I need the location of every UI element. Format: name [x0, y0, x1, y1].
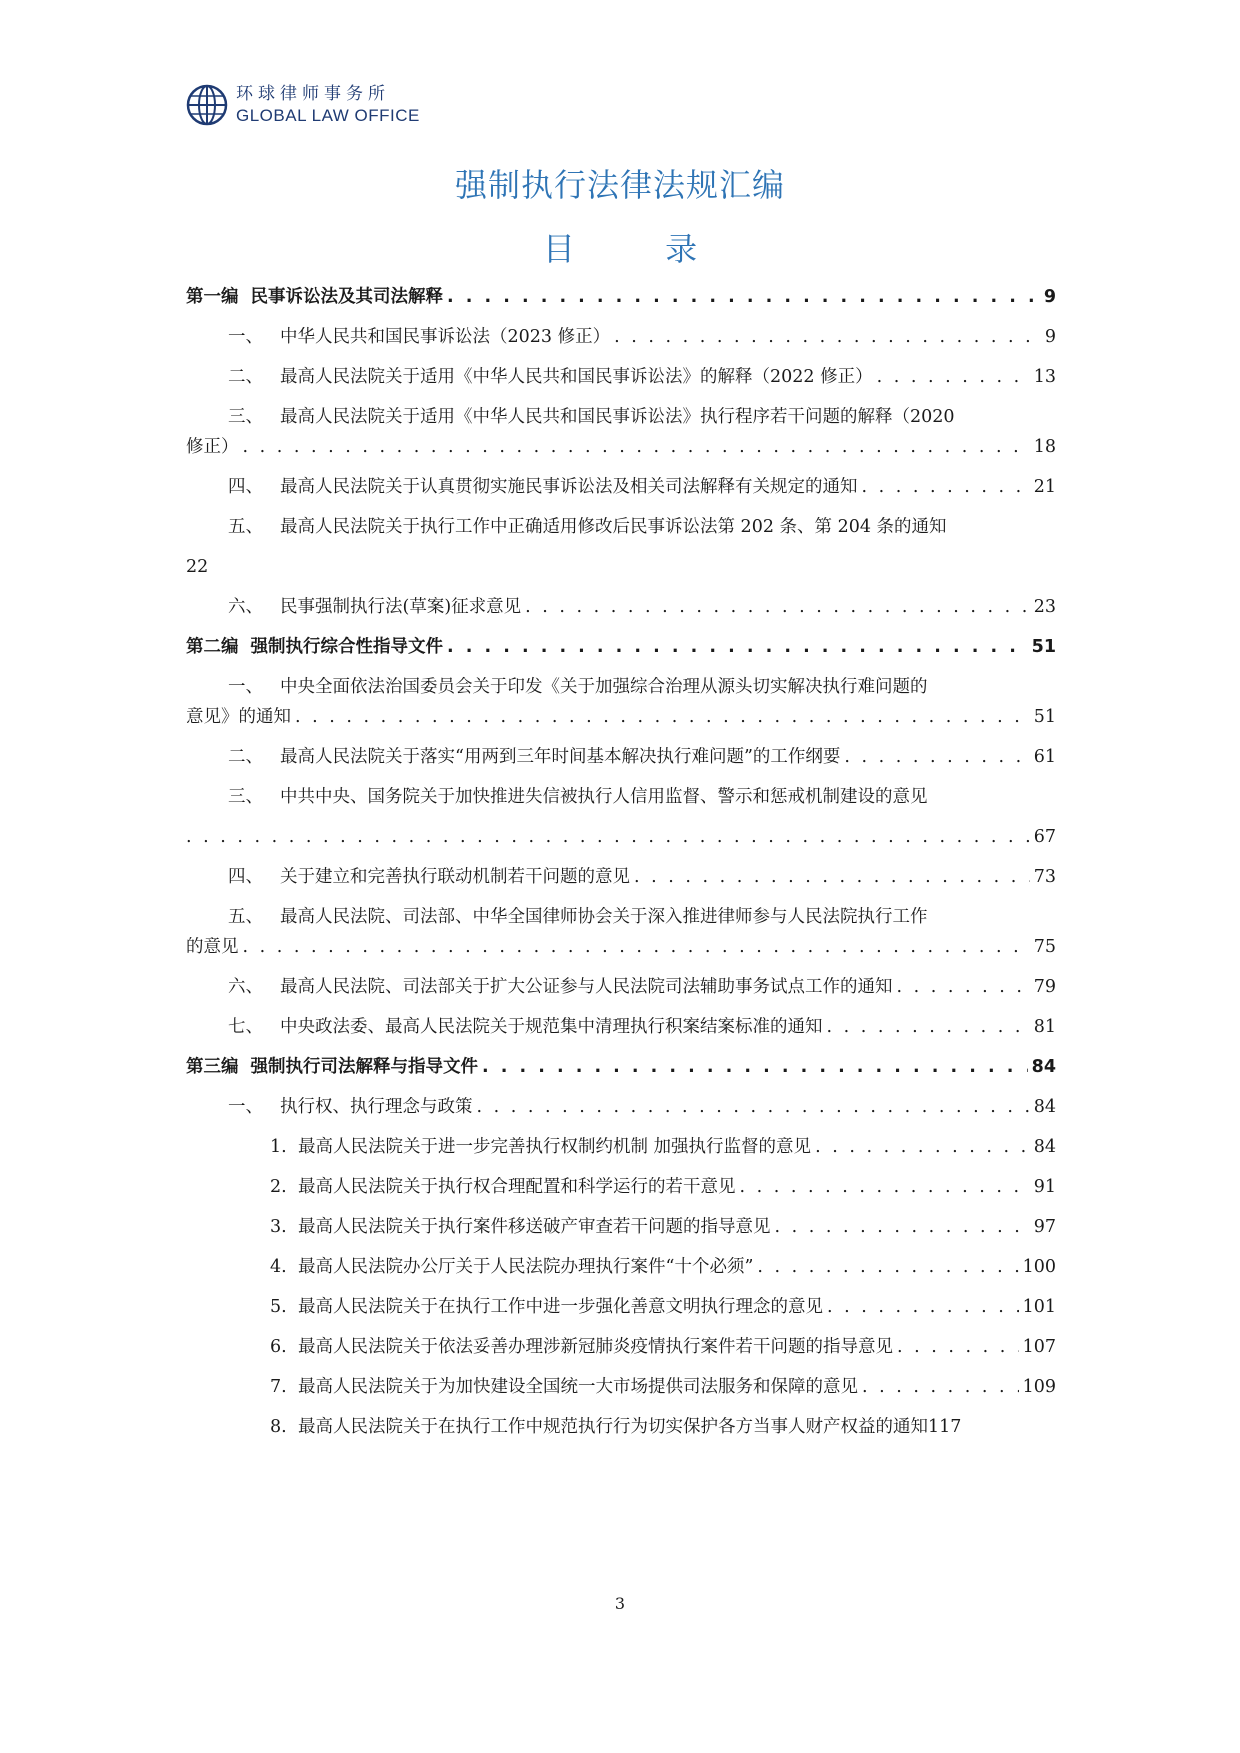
dot-leader [740, 1172, 1030, 1202]
toc-entry-text-continued: 的意见 [186, 937, 239, 957]
dot-leader [243, 432, 1030, 462]
toc-entry-text: 最高人民法院关于在执行工作中进一步强化善意文明执行理念的意见 [298, 1297, 823, 1317]
toc-item[interactable] [186, 1132, 1056, 1162]
toc-entry-title [228, 862, 630, 892]
toc-entry-text: 执行权、执行理念与政策 [280, 1097, 473, 1117]
toc-entry-text-continued: 意见》的通知 [186, 707, 291, 727]
toc-entry-title [186, 632, 443, 662]
toc-entry-number: 1. [270, 1137, 287, 1157]
toc-entry-title [228, 402, 955, 432]
toc-section[interactable] [186, 362, 1056, 392]
toc-entry-number: 一、 [228, 1097, 263, 1117]
toc-entry-number: 8. [270, 1417, 287, 1437]
dot-leader [827, 1292, 1019, 1322]
toc-entry-text: 中华人民共和国民事诉讼法（2023 修正） [280, 327, 611, 347]
toc-entry-title [228, 322, 610, 352]
dot-leader [482, 1052, 1028, 1082]
toc-entry-title [270, 1212, 771, 1242]
toc-entry-number: 第一编 [186, 287, 239, 307]
toc-entry-number: 第二编 [186, 637, 239, 657]
toc-entry-text: 最高人民法院关于落实“用两到三年时间基本解决执行难问题”的工作纲要 [280, 747, 841, 767]
toc-entry-title [270, 1332, 893, 1362]
toc-entry-title [270, 1172, 736, 1202]
toc-page-number: 9 [1043, 287, 1056, 307]
dot-leader [525, 592, 1030, 622]
toc-page-number: 84 [1031, 1057, 1056, 1077]
toc-page-number: 22 [186, 557, 209, 577]
toc-entry-number: 3. [270, 1217, 287, 1237]
toc-section[interactable] [186, 742, 1056, 772]
toc-section[interactable] [186, 672, 1056, 732]
toc-entry-text: 中共中央、国务院关于加快推进失信被执行人信用监督、警示和惩戒机制建设的意见 [280, 787, 928, 807]
toc-entry-title [270, 1252, 753, 1282]
dot-leader [757, 1252, 1018, 1282]
toc-page-number: 117 [928, 1417, 962, 1437]
toc-entry-title [228, 742, 840, 772]
toc-section[interactable] [186, 1012, 1056, 1042]
dot-leader [634, 862, 1030, 892]
dot-leader [186, 822, 1030, 852]
toc-page-number: 91 [1033, 1177, 1056, 1197]
dot-leader [897, 972, 1030, 1002]
toc-item[interactable] [186, 1252, 1056, 1282]
dot-leader [862, 1372, 1019, 1402]
toc-entry-text: 中央政法委、最高人民法院关于规范集中清理执行积案结案标准的通知 [280, 1017, 823, 1037]
toc-item[interactable] [186, 1292, 1056, 1322]
toc-heading: 目 录 [542, 230, 738, 268]
toc-page-number: 61 [1033, 747, 1056, 767]
toc-entry-text: 最高人民法院关于为加快建设全国统一大市场提供司法服务和保障的意见 [298, 1377, 858, 1397]
toc-entry-title [270, 1372, 858, 1402]
toc-entry-title [228, 902, 928, 932]
document-title: 强制执行法律法规汇编 [454, 166, 785, 204]
toc-entry-number: 六、 [228, 597, 263, 617]
toc-entry-title [228, 972, 893, 1002]
toc-section[interactable] [186, 972, 1056, 1002]
toc-entry-number: 二、 [228, 367, 263, 387]
toc-section[interactable] [186, 512, 1056, 582]
toc-page-number: 84 [1033, 1097, 1056, 1117]
toc-entry-title [270, 1132, 811, 1162]
toc-page-number: 75 [1033, 937, 1056, 957]
toc-section[interactable] [186, 402, 1056, 462]
toc-entry-text: 最高人民法院关于适用《中华人民共和国民事诉讼法》执行程序若干问题的解释（2020 [280, 407, 955, 427]
toc-page-number: 23 [1033, 597, 1056, 617]
dot-leader [827, 1012, 1030, 1042]
toc-entry-text: 最高人民法院、司法部、中华全国律师协会关于深入推进律师参与人民法院执行工作 [280, 907, 928, 927]
toc-entry-text: 最高人民法院、司法部关于扩大公证参与人民法院司法辅助事务试点工作的通知 [280, 977, 893, 997]
toc-entry-number: 5. [270, 1297, 287, 1317]
toc-entry-number: 五、 [228, 907, 263, 927]
toc-item[interactable] [186, 1412, 1056, 1442]
toc-section[interactable] [186, 592, 1056, 622]
dot-leader [295, 702, 1030, 732]
toc-entry-text-continued: 修正） [186, 437, 239, 457]
toc-page-number: 21 [1033, 477, 1056, 497]
toc-entry-number: 四、 [228, 477, 263, 497]
toc-entry-number: 三、 [228, 407, 263, 427]
toc-entry-number: 第三编 [186, 1057, 239, 1077]
toc-section[interactable] [186, 902, 1056, 962]
toc-item[interactable] [186, 1212, 1056, 1242]
toc-entry-title [186, 1052, 478, 1082]
toc-entry-title [228, 472, 858, 502]
toc-entry-number: 三、 [228, 787, 263, 807]
toc-page-number: 18 [1033, 437, 1056, 457]
toc-entry-title [270, 1412, 928, 1442]
toc-part[interactable] [186, 632, 1056, 662]
toc-section[interactable] [186, 472, 1056, 502]
toc-entry-number: 二、 [228, 747, 263, 767]
toc-entry-title [270, 1292, 823, 1322]
toc-entry-text: 强制执行综合性指导文件 [250, 637, 443, 657]
toc-page-number: 13 [1033, 367, 1056, 387]
dot-leader [477, 1092, 1030, 1122]
dot-leader [614, 322, 1041, 352]
dot-leader [447, 282, 1040, 312]
toc-entry-text: 关于建立和完善执行联动机制若干问题的意见 [280, 867, 630, 887]
dot-leader [243, 932, 1030, 962]
toc-part[interactable] [186, 282, 1056, 312]
toc-entry-text: 民事诉讼法及其司法解释 [250, 287, 443, 307]
toc-item[interactable] [186, 1372, 1056, 1402]
toc-section[interactable] [186, 862, 1056, 892]
dot-leader [897, 1332, 1019, 1362]
toc-page-number: 107 [1022, 1337, 1056, 1357]
toc-page-number: 9 [1044, 327, 1056, 347]
toc-entry-number: 6. [270, 1337, 287, 1357]
toc-entry-text: 最高人民法院关于执行权合理配置和科学运行的若干意见 [298, 1177, 736, 1197]
dot-leader [844, 742, 1029, 772]
toc-part[interactable] [186, 1052, 1056, 1082]
toc-page-number: 101 [1022, 1297, 1056, 1317]
toc-entry-text: 中央全面依法治国委员会关于印发《关于加强综合治理从源头切实解决执行难问题的 [280, 677, 928, 697]
dot-leader [877, 362, 1030, 392]
toc-entry-number: 一、 [228, 327, 263, 347]
toc-entry-title [228, 672, 928, 702]
toc-page-number: 67 [1033, 827, 1056, 847]
toc-entry-number: 2. [270, 1177, 287, 1197]
toc-entry-title [228, 512, 947, 542]
toc-entry-title [228, 1012, 823, 1042]
toc-page-number: 79 [1033, 977, 1056, 997]
toc-section[interactable] [186, 322, 1056, 352]
toc-page-number: 73 [1033, 867, 1056, 887]
toc-entry-text: 最高人民法院关于执行工作中正确适用修改后民事诉讼法第 202 条、第 204 条的通知 [280, 517, 947, 537]
firm-name-cn: 环球律师事务所 [236, 84, 390, 104]
toc-entry-number: 7. [270, 1377, 287, 1397]
toc-entry-title [228, 782, 928, 812]
dot-leader [447, 632, 1028, 662]
dot-leader [862, 472, 1030, 502]
toc-section[interactable] [186, 1092, 1056, 1122]
toc-entry-text: 民事强制执行法(草案)征求意见 [280, 597, 522, 617]
page-number: 3 [614, 1594, 626, 1613]
toc-page-number: 100 [1022, 1257, 1056, 1277]
dot-leader [775, 1212, 1030, 1242]
globe-icon [186, 84, 228, 126]
toc-entry-text: 最高人民法院办公厅关于人民法院办理执行案件“十个必须” [298, 1257, 754, 1277]
toc-section[interactable] [186, 782, 1056, 852]
firm-name-en: GLOBAL LAW OFFICE [236, 106, 420, 125]
toc-entry-number: 一、 [228, 677, 263, 697]
toc-entry-text: 最高人民法院关于依法妥善办理涉新冠肺炎疫情执行案件若干问题的指导意见 [298, 1337, 893, 1357]
toc-entry-title [228, 592, 521, 622]
toc-entry-text: 最高人民法院关于适用《中华人民共和国民事诉讼法》的解释（2022 修正） [280, 367, 873, 387]
toc-entry-text: 最高人民法院关于进一步完善执行权制约机制 加强执行监督的意见 [298, 1137, 812, 1157]
toc-entry-text: 最高人民法院关于在执行工作中规范执行行为切实保护各方当事人财产权益的通知 [298, 1417, 928, 1437]
toc-page-number: 109 [1022, 1377, 1056, 1397]
toc-entry-title [186, 282, 443, 312]
dot-leader [815, 1132, 1030, 1162]
toc-page-number: 51 [1033, 707, 1056, 727]
toc-item[interactable] [186, 1172, 1056, 1202]
toc-entry-text: 强制执行司法解释与指导文件 [250, 1057, 478, 1077]
firm-logo [186, 84, 420, 126]
toc-page-number: 97 [1033, 1217, 1056, 1237]
toc-entry-number: 五、 [228, 517, 263, 537]
toc-entry-number: 4. [270, 1257, 287, 1277]
toc-entry-title [228, 362, 873, 392]
toc-entry-text: 最高人民法院关于执行案件移送破产审查若干问题的指导意见 [298, 1217, 771, 1237]
toc-entry-number: 七、 [228, 1017, 263, 1037]
toc-page-number: 51 [1031, 637, 1056, 657]
toc-item[interactable] [186, 1332, 1056, 1362]
toc-entry-title [228, 1092, 473, 1122]
toc-page-number: 84 [1033, 1137, 1056, 1157]
toc-entry-text: 最高人民法院关于认真贯彻实施民事诉讼法及相关司法解释有关规定的通知 [280, 477, 858, 497]
toc-entry-number: 四、 [228, 867, 263, 887]
toc-page-number: 81 [1033, 1017, 1056, 1037]
toc-entry-number: 六、 [228, 977, 263, 997]
